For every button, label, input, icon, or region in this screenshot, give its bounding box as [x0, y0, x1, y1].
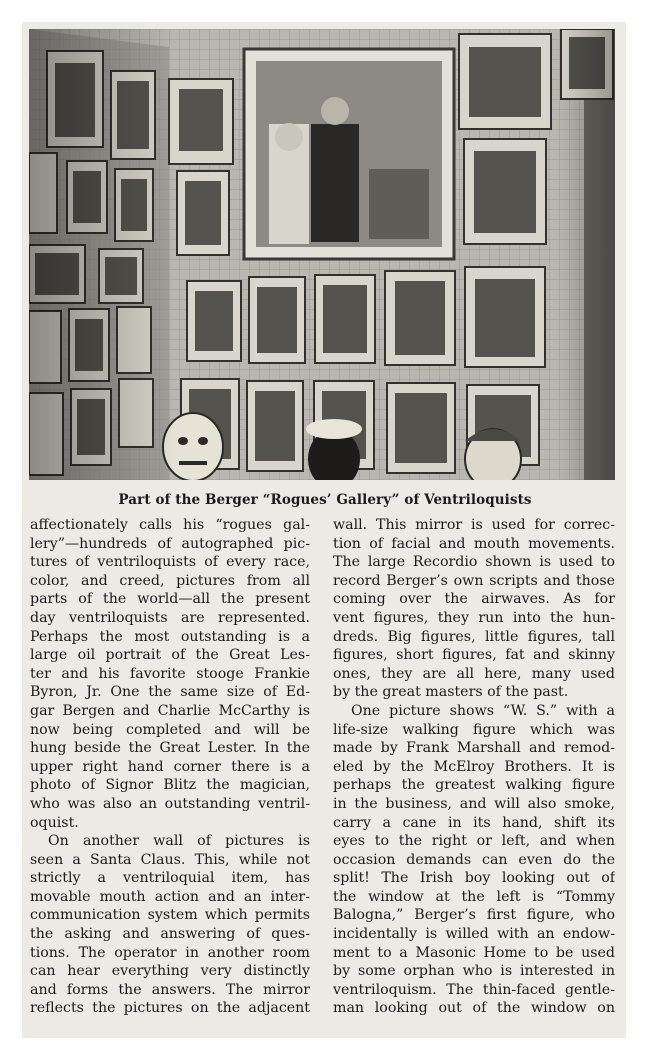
- article-line: record Berger’s own scripts and those: [333, 572, 615, 589]
- article-line: oquist.: [30, 814, 79, 831]
- article-line: affectionately calls his “rogues gal-: [30, 517, 310, 533]
- article-line: strictly a ventriloquial item, has: [30, 870, 310, 887]
- article-line: On another wall of pictures is: [48, 833, 310, 850]
- article-line: now being completed and will be: [30, 721, 310, 738]
- article-line: by the great masters of the past.: [333, 684, 569, 701]
- article-line: gar Bergen and Charlie McCarthy is: [30, 702, 310, 719]
- article-column-right: [333, 516, 615, 1018]
- article-line: by some orphan who is interested in: [333, 963, 615, 980]
- article-line: reflects the pictures on the adjacent: [30, 1000, 310, 1017]
- article-line: eyes to the right or left, and when: [333, 833, 615, 850]
- article-line: wall. This mirror is used for correc-: [333, 517, 615, 533]
- article-line: photo of Signor Blitz the magician,: [30, 777, 310, 794]
- article-line: parts of the world—all the present: [30, 591, 310, 608]
- article-line: and forms the answers. The mirror: [30, 981, 310, 998]
- article-line: ones, they are all here, many used: [333, 665, 615, 682]
- article-line: split! The Irish boy looking out of: [333, 870, 615, 887]
- article-line: tion of facial and mouth movements.: [333, 535, 615, 552]
- article-line: Byron, Jr. One the same size of Ed-: [30, 684, 310, 701]
- article-line: ment to a Masonic Home to be used: [333, 944, 615, 961]
- article-column-left: [30, 516, 310, 1018]
- article-line: upper right hand corner there is a: [30, 758, 310, 775]
- article-line: can hear everything very distinctly: [30, 963, 310, 980]
- article-line: Balogna,” Berger’s first figure, who: [333, 907, 615, 924]
- article-line: in the business, and will also smoke,: [333, 795, 615, 812]
- photo-caption: Part of the Berger “Rogues’ Gallery” of Ventriloquists: [118, 492, 532, 508]
- article-line: ventriloquism. The thin-faced gentle-: [333, 981, 615, 998]
- article-line: vent figures, they run into the hun-: [333, 609, 615, 626]
- article-line: the asking and answering of ques-: [30, 926, 310, 943]
- article-line: the window at the left is “Tommy: [333, 888, 615, 905]
- article-line: communication system which permits: [30, 907, 310, 924]
- article-line: perhaps the greatest walking figure: [333, 777, 615, 794]
- article-line: coming over the airwaves. As for: [333, 591, 615, 608]
- article-line: ter and his favorite stooge Frankie: [30, 665, 310, 682]
- article-line: One picture shows “W. S.” with a: [351, 702, 615, 719]
- article-line: life-size walking figure which was: [333, 721, 615, 738]
- article-line: occasion demands can even do the: [333, 851, 615, 868]
- article-line: man looking out of the window on: [333, 1000, 615, 1017]
- article-line: day ventriloquists are represented.: [30, 609, 310, 626]
- article-line: tions. The operator in another room: [30, 944, 310, 961]
- article-line: carry a cane in its hand, shift its: [333, 814, 615, 831]
- article-line: eled by the McElroy Brothers. It is: [333, 758, 615, 775]
- article-line: color, and creed, pictures from all: [30, 572, 310, 589]
- article-line: figures, short figures, fat and skinny: [333, 647, 615, 664]
- article-line: seen a Santa Claus. This, while not: [30, 851, 310, 868]
- rogues-gallery-photo: [29, 29, 615, 480]
- article-line: made by Frank Marshall and remod-: [333, 740, 615, 757]
- article-line: incidentally is willed with an endow-: [333, 926, 615, 943]
- article-line: dreds. Big figures, little figures, tall: [333, 628, 615, 645]
- article-line: large oil portrait of the Great Les-: [30, 647, 310, 664]
- article-line: tures of ventriloquists of every race,: [30, 554, 310, 571]
- article-line: movable mouth action and an inter-: [30, 888, 310, 905]
- article-line: The large Recordio shown is used to: [333, 554, 615, 571]
- article-line: hung beside the Great Lester. In the: [30, 740, 310, 757]
- article-line: who was also an outstanding ventril-: [30, 795, 310, 812]
- article-line: Perhaps the most outstanding is a: [30, 628, 310, 645]
- article-line: lery”—hundreds of autographed pic-: [30, 535, 310, 552]
